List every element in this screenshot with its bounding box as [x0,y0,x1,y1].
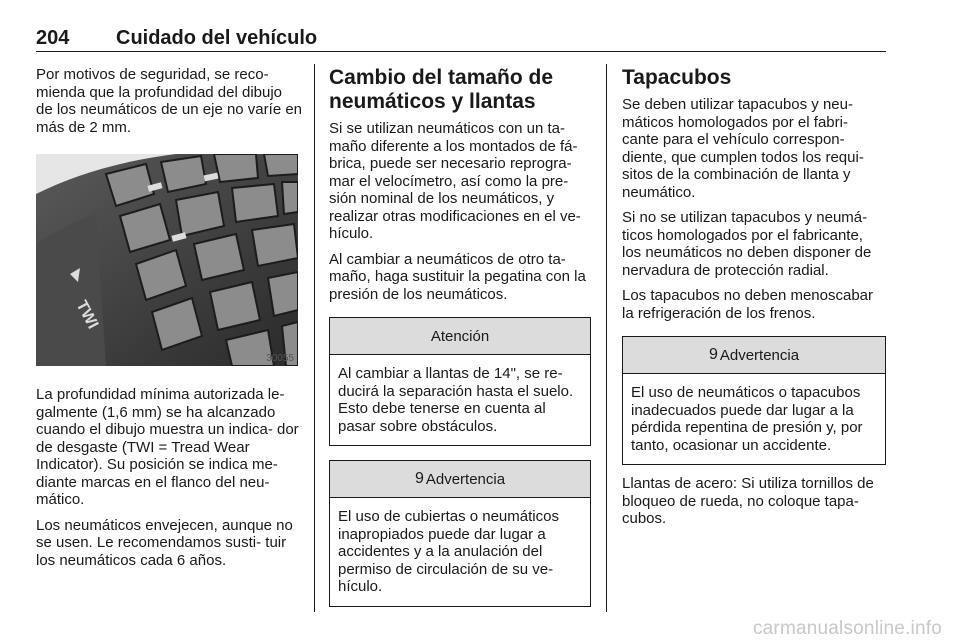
warning-text: El uso de cubiertas o neumáticos inapropiados puede dar lugar a accidentes y a la anulación del permiso de circulación de su ve- hículo. [338,508,559,595]
column-middle [329,66,591,617]
twi-label: TWI [72,297,102,332]
paragraph: Los tapacubos no deben menoscabar la refrigeración de los frenos. [622,287,874,322]
attention-box [329,317,591,446]
paragraph: Se deben utilizar tapacubos y neu- máticos homologados por el fabri- cante para el vehículo correspon- diente, que cumplen todos los requi- sitos de la combinación de llanta y neumático. [622,96,864,201]
attention-title: Atención [430,327,490,345]
paragraph: Si se utilizan neumáticos con un ta- maño diferente a los montados de fá- brica, puede ser necesario reprogra- mar el velocímetro, así como la pre- sión nominal de los neumáticos, y realizar otras modificaciones en el ve- hículo. [329,120,581,242]
attention-box-header [330,318,590,355]
warning-triangle-icon: 9 [708,346,718,363]
paragraph: Si no se utilizan tapacubos y neumá- ticos homologados por el fabricante, los neumáticos no deben disponer de nervadura de protección radial. [622,209,872,279]
paragraph: La profundidad mínima autorizada le- galmente (1,6 mm) se ha alcanzado cuando el dibujo muestra un indica- dor de desgaste (TWI = Tread Wear Indicator). Su posición se indica me- diante marcas en el flanco del neu- mático. [36,386,299,508]
warning-box-header [623,337,885,374]
column-left [36,66,302,577]
paragraph: Llantas de acero: Si utiliza tornillos de bloqueo de rueda, no coloque tapa- cubos. [622,475,874,527]
warning-box [329,460,591,607]
section-heading: Tapacubos [622,66,732,89]
figure-number: 30055 [266,353,294,364]
warning-triangle-icon: 9 [414,470,424,487]
warning-title: Advertencia [719,346,800,364]
section-heading: Cambio del tamaño de neumáticos y llantas [329,66,554,113]
attention-text: Al cambiar a llantas de 14", se re- ducirá la separación hasta el suelo. Esto debe tenerse en cuenta al pasar sobre obstáculos. [338,365,574,435]
watermark: carmanualsonline.info [752,618,942,639]
page-header [36,27,886,52]
warning-box-header [330,461,590,498]
page-number: 204 [36,27,70,49]
column-right [622,66,886,536]
paragraph: Los neumáticos envejecen, aunque no se usen. Le recomendamos susti- tuir los neumáticos cada 6 años. [36,516,293,569]
column-divider [314,64,315,612]
paragraph: Por motivos de seguridad, se reco- mienda que la profundidad del dibujo de los neumáticos de un eje no varíe en más de 2 mm. [36,66,303,136]
column-divider [606,64,607,612]
chapter-title: Cuidado del vehículo [116,27,318,49]
paragraph: Al cambiar a neumáticos de otro ta- maño, haga sustituir la pegatina con la presión de los neumáticos. [329,250,586,303]
warning-title: Advertencia [425,470,506,488]
tire-tread-illustration [36,154,298,366]
warning-box [622,336,886,465]
warning-text: El uso de neumáticos o tapacubos inadecuados puede dar lugar a la pérdida repentina de presión y, por tanto, ocasionar un accidente. [631,384,863,454]
tread-drawing [36,154,298,366]
